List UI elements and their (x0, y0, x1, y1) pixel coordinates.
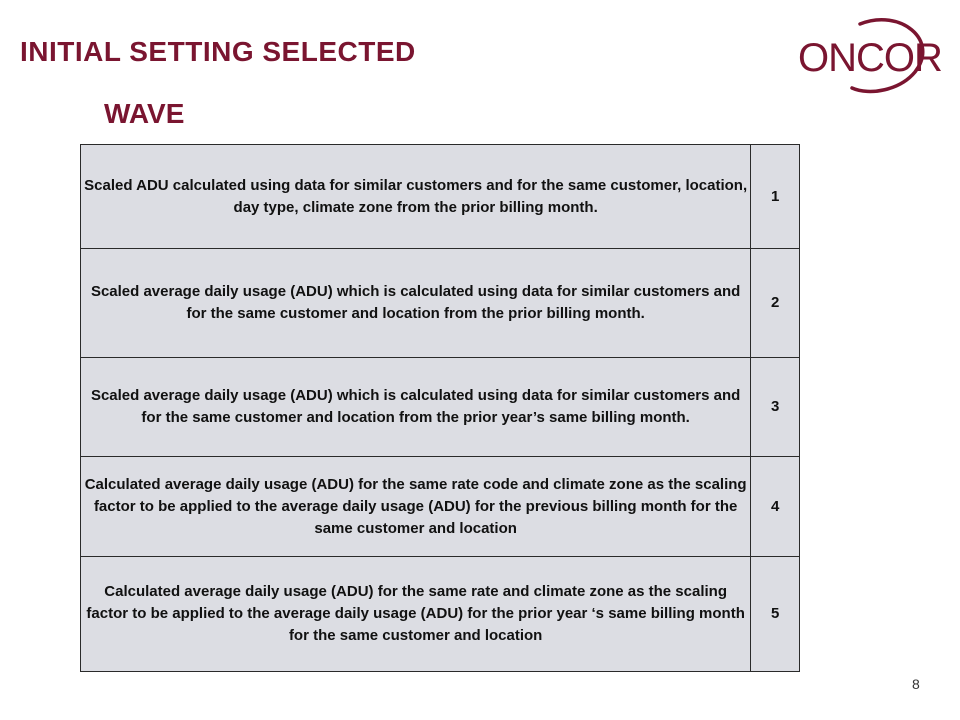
table-row (81, 358, 800, 457)
wave-table (80, 144, 800, 672)
table-row (81, 249, 800, 358)
wave-number: 5 (751, 557, 800, 672)
wave-description: Calculated average daily usage (ADU) for the same rate and climate zone as the scaling factor to be applied to the average daily usage (ADU) for the prior year ‘s same billing month for the same customer and location (81, 557, 751, 672)
oncor-logo (790, 10, 940, 102)
wave-heading: WAVE (104, 98, 185, 129)
table-row (81, 145, 800, 249)
page-number: 8 (912, 676, 920, 692)
wave-description: Scaled ADU calculated using data for similar customers and for the same customer, location, day type, climate zone from the prior billing month. (81, 145, 751, 249)
page-title: INITIAL SETTING SELECTED (20, 36, 416, 67)
table-row (81, 457, 800, 557)
wave-number: 3 (751, 358, 800, 457)
wave-number: 2 (751, 249, 800, 358)
wave-description: Scaled average daily usage (ADU) which is calculated using data for similar customers and for the same customer and location from the prior year’s same billing month. (81, 358, 751, 457)
table-row (81, 557, 800, 672)
logo-text: ONCOR (798, 36, 942, 80)
wave-number: 4 (751, 457, 800, 557)
wave-description: Scaled average daily usage (ADU) which is calculated using data for similar customers and for the same customer and location from the prior billing month. (81, 249, 751, 358)
wave-number: 1 (751, 145, 800, 249)
wave-description: Calculated average daily usage (ADU) for the same rate code and climate zone as the scaling factor to be applied to the average daily usage (ADU) for the previous billing month for the same customer and location (81, 457, 751, 557)
